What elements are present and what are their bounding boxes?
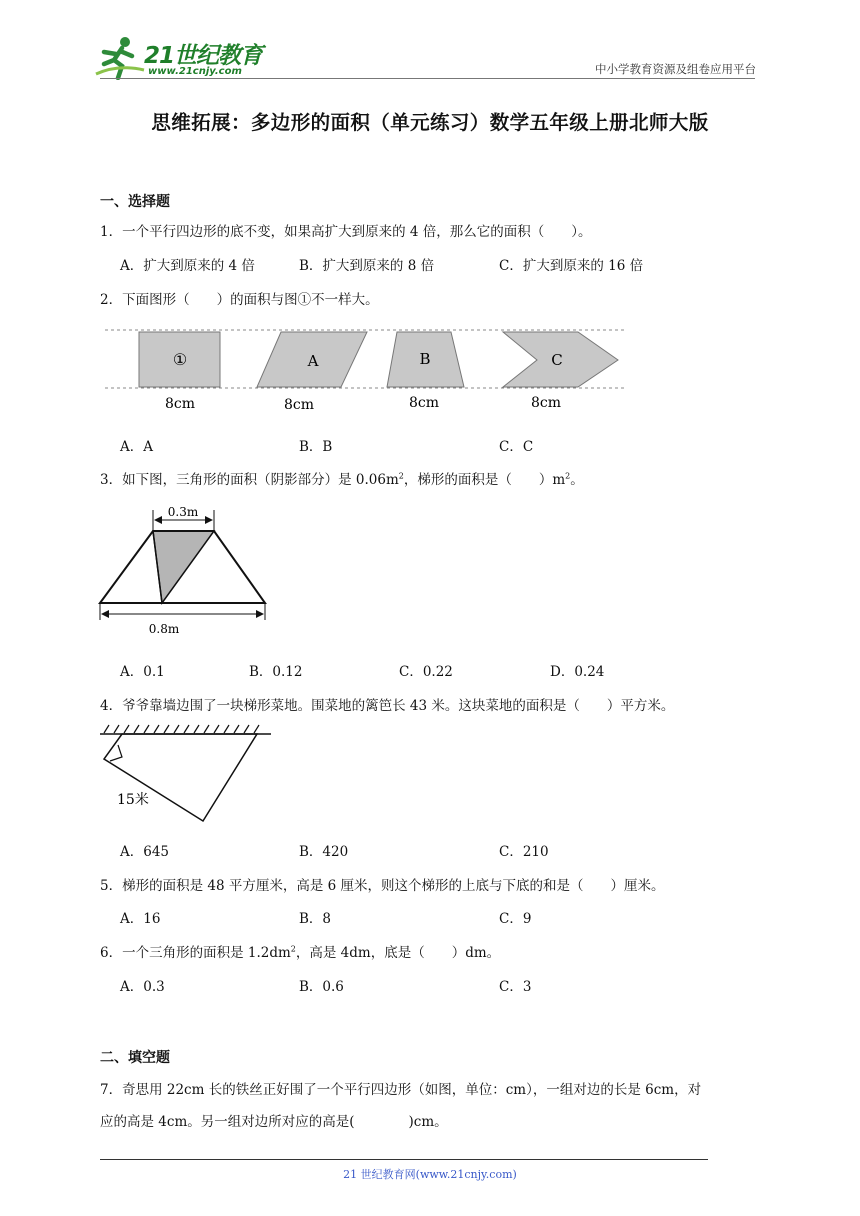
q3-option-c[interactable]: C．0.22 [399, 664, 453, 680]
q2-figure [100, 322, 630, 418]
platform-label: 中小学教育资源及组卷应用平台 [595, 62, 756, 76]
q4-option-a[interactable]: A．645 [120, 844, 170, 860]
question-7-line-1: 7．奇思用 22cm 长的铁丝正好围了一个平行四边形（如图，单位：cm），一组对边的长是 6cm，对 [100, 1082, 702, 1098]
width-label-a: 8cm [283, 397, 315, 413]
side-length-label: 15米 [117, 792, 149, 808]
width-label-c: 8cm [530, 395, 562, 411]
page-title: 思维拓展：多边形的面积（单元练习）数学五年级上册北师大版 [151, 111, 709, 134]
logo-url: www.21cnjy.com [148, 66, 242, 77]
q4-option-c[interactable]: C．210 [499, 844, 549, 860]
q2-option-a[interactable]: A．A [120, 439, 153, 455]
width-label-1: 8cm [164, 396, 196, 412]
shape-label-b: B [419, 350, 431, 368]
q6-option-b[interactable]: B．0.6 [299, 979, 344, 995]
question-7-line-2: 应的高是 4cm。另一组对边所对应的高是( )cm。 [100, 1114, 448, 1130]
section-heading-fill: 二、填空题 [100, 1050, 170, 1066]
shape-label-c: C [551, 351, 563, 369]
q3-option-d[interactable]: D．0.24 [550, 664, 605, 680]
question-6: 6．一个三角形的面积是 $1.2dm^2$，高是 4dm，底是（ ）dm。 [100, 944, 501, 961]
shape-label-a: A [307, 352, 319, 370]
q2-option-c[interactable]: C．C [499, 439, 534, 455]
footer-link[interactable]: 21 世纪教育网(www.21cnjy.com) [343, 1168, 517, 1181]
q3-option-b[interactable]: B．0.12 [249, 664, 303, 680]
q1-option-a[interactable]: A．扩大到原来的 4 倍 [120, 258, 255, 274]
q4-figure [97, 722, 277, 830]
site-logo [92, 34, 267, 82]
q1-option-c[interactable]: C．扩大到原来的 16 倍 [499, 258, 644, 274]
question-3: 3．如下图，三角形的面积（阴影部分）是 $0.06m^2$，梯形的面积是（ ）$m^2$。 [100, 471, 584, 488]
footer-divider [100, 1159, 708, 1160]
header-divider [100, 78, 755, 79]
question-4: 4．爷爷靠墙边围了一块梯形菜地。围菜地的篱笆长 43 米。这块菜地的面积是（ ）平方米。 [100, 698, 675, 714]
question-1: 1．一个平行四边形的底不变，如果高扩大到原来的 4 倍，那么它的面积（ ）。 [100, 224, 592, 240]
bottom-base-label: 0.8m [148, 622, 180, 636]
section-heading-choice: 一、选择题 [100, 194, 170, 210]
q5-option-c[interactable]: C．9 [499, 911, 532, 927]
shape-label-1: ① [172, 350, 188, 369]
runner-logo-icon [92, 34, 148, 80]
q1-option-b[interactable]: B．扩大到原来的 8 倍 [299, 258, 435, 274]
question-2: 2．下面图形（ ）的面积与图①不一样大。 [100, 292, 379, 308]
q5-option-b[interactable]: B．8 [299, 911, 332, 927]
question-5: 5．梯形的面积是 48 平方厘米，高是 6 厘米，则这个梯形的上底与下底的和是（ ）厘米。 [100, 878, 665, 894]
shaded-triangle [153, 531, 214, 603]
logo-text: 21世纪教育 [144, 43, 263, 69]
q5-option-a[interactable]: A．16 [120, 911, 161, 927]
width-label-b: 8cm [408, 395, 440, 411]
q4-option-b[interactable]: B．420 [299, 844, 349, 860]
wall-hatching [104, 725, 259, 733]
q6-option-c[interactable]: C．3 [499, 979, 532, 995]
q2-option-b[interactable]: B．B [299, 439, 333, 455]
q6-option-a[interactable]: A．0.3 [120, 979, 165, 995]
top-base-label: 0.3m [167, 505, 199, 519]
q3-option-a[interactable]: A．0.1 [120, 664, 165, 680]
q3-figure [97, 502, 272, 642]
